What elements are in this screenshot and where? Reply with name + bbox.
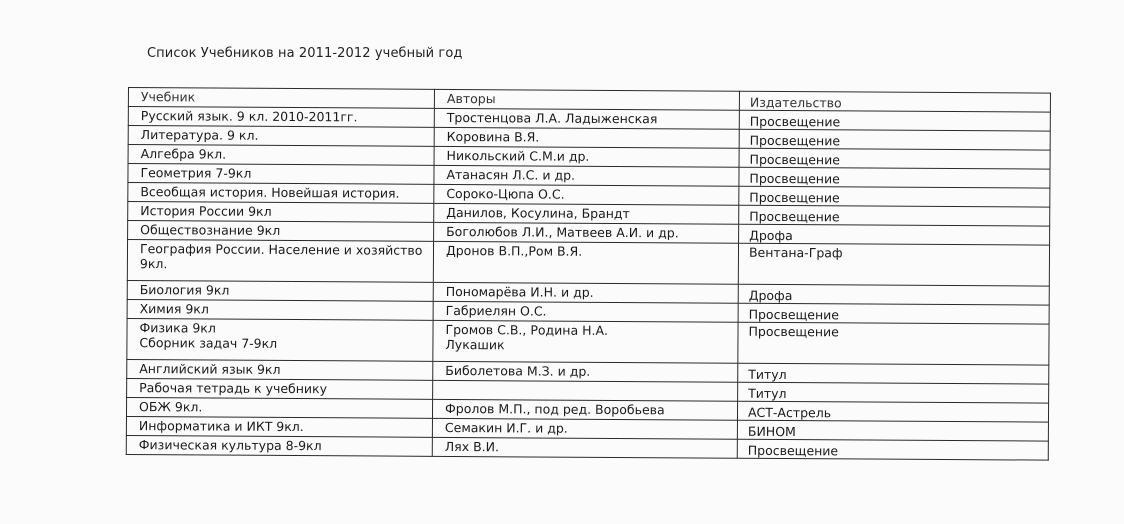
book-cell [128,202,434,223]
book-cell [128,126,434,147]
authors-cell [434,165,739,186]
publisher-cell: АСТ-Астрель [737,401,1048,422]
authors-cell-line: Никольский С.М.и др. [446,147,590,164]
header-book: Учебник [128,88,434,109]
book-cell [128,145,434,166]
book-cell-line: География России. Население и хозяйство [139,241,423,258]
page-title: Список Учебников на 2011-2012 учебный год [147,46,463,61]
publisher-cell: Просвещение [738,303,1049,324]
book-cell [127,280,433,301]
book-cell [128,183,434,204]
publisher-cell: Титул [738,363,1049,384]
book-cell-line: Рабочая тетрадь к учебнику [139,380,328,397]
publisher-cell: Просвещение [739,186,1050,207]
book-cell [127,318,433,361]
authors-cell [433,320,738,363]
book-cell-line: Сборник задач 7-9кл [139,335,278,351]
authors-cell-line: Боголюбов Л.И., Матвеев А.И. и др. [446,223,679,241]
book-cell-line: 9кл. [139,256,168,272]
authors-cell-line: Лукашик [445,336,505,353]
table-row [127,318,1049,365]
authors-cell [433,380,738,401]
authors-cell [433,282,738,303]
book-cell-line: Биология 9кл [139,282,230,298]
authors-cell-line: Фролов М.П., под ред. Воробьева [444,400,665,418]
authors-cell-line: Тростенцова Л.А. Ладыженская [446,109,658,127]
authors-cell-line: Громов С.В., Родина Н.А. [445,321,609,338]
textbook-list-sheet [126,87,1050,473]
authors-cell [434,108,739,129]
authors-cell-line: Данилов, Косулина, Брандт [446,204,630,222]
authors-cell [434,184,739,205]
book-cell [128,164,434,185]
publisher-cell: Просвещение [739,167,1050,188]
book-cell-line: Русский язык. 9 кл. 2010-2011гг. [140,108,358,125]
publisher-cell: Просвещение [739,129,1050,150]
publisher-cell: Дрофа [738,284,1049,305]
authors-cell [433,241,738,284]
book-cell [127,299,433,320]
publisher-cell: Просвещение [739,110,1050,131]
book-cell [126,416,432,437]
authors-cell [432,437,737,458]
book-cell [128,107,434,128]
book-cell-line: ОБЖ 9кл. [139,399,203,415]
authors-cell-line [445,382,731,384]
book-cell-line: Литература. 9 кл. [140,127,259,143]
book-cell-line: Информатика и ИКТ 9кл. [138,418,304,435]
book-cell [126,397,432,418]
header-authors: Авторы [434,89,739,110]
book-cell-line: Физическая культура 8-9кл [138,437,322,454]
publisher-cell: Просвещение [738,322,1049,365]
book-cell [128,221,434,242]
authors-cell [434,127,739,148]
textbook-table [126,87,1051,461]
publisher-cell: Просвещение [737,439,1048,460]
book-cell-line: Алгебра 9кл. [140,146,227,162]
book-cell [127,359,433,380]
authors-cell [432,399,737,420]
authors-cell-line: Пономарёва И.Н. и др. [445,283,594,300]
publisher-cell: Вентана-Граф [738,243,1049,286]
book-cell-line: Геометрия 7-9кл [140,165,252,181]
book-cell-line: Обществознание 9кл [140,222,281,238]
publisher-cell: Дрофа [739,224,1050,245]
publisher-cell: БИНОМ [737,420,1048,441]
book-cell [127,378,433,399]
authors-cell-line: Семакин И.Г. и др. [444,419,568,436]
book-cell-line: Всеобщая история. Новейшая история. [140,184,400,201]
authors-cell [434,146,739,167]
publisher-cell: Просвещение [739,148,1050,169]
book-cell-line: Английский язык 9кл [139,361,281,377]
book-cell-line: Химия 9кл [139,301,209,317]
authors-cell [433,361,738,382]
authors-cell-line: Атанасян Л.С. и др. [446,166,576,183]
authors-cell-line: Биболетова М.З. и др. [445,362,591,379]
publisher-cell: Титул [738,382,1049,403]
authors-cell-line: Сороко-Цюпа О.С. [446,185,565,202]
header-publisher: Издательство [739,91,1050,112]
book-cell [126,435,432,456]
authors-cell [434,203,739,224]
authors-cell-line: Дронов В.П.,Ром В.Я. [445,242,583,259]
book-cell-line: Физика 9кл [139,320,216,336]
authors-cell-line: Габриелян О.С. [445,302,547,319]
authors-cell-line: Лях В.И. [444,438,500,455]
authors-cell [432,418,737,439]
publisher-cell: Просвещение [739,205,1050,226]
table-row [127,240,1049,287]
authors-cell [433,301,738,322]
book-cell-line: История России 9кл [140,203,272,219]
book-cell [127,240,433,283]
authors-cell-line: Коровина В.Я. [446,128,540,145]
authors-cell [434,222,739,243]
